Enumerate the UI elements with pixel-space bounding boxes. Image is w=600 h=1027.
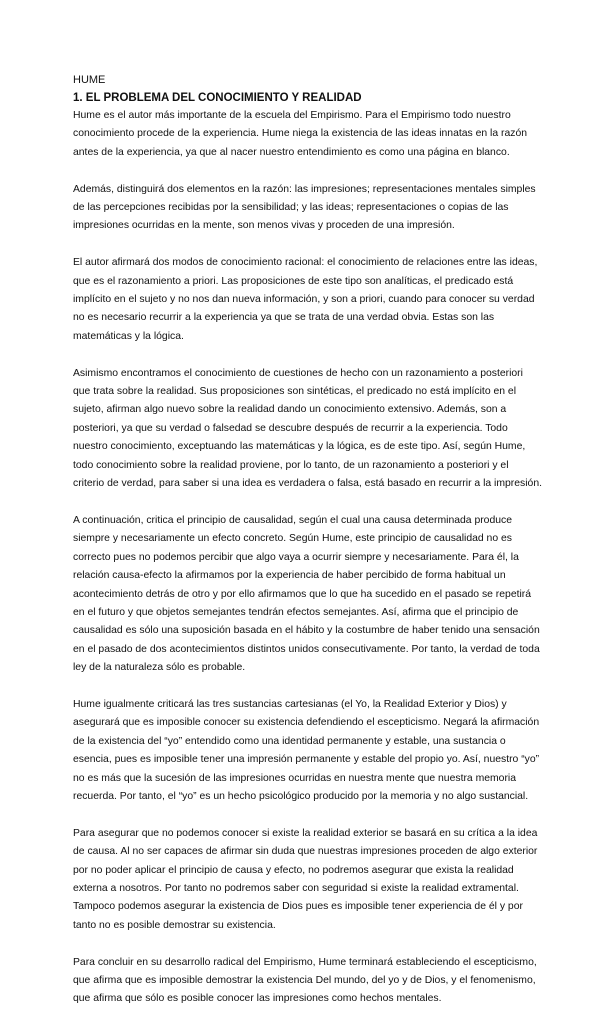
paragraph <box>73 365 553 494</box>
text-line: relación causa-efecto la afirmamos por la experiencia de haber percibido de forma habitual un <box>73 570 506 582</box>
text-line: de las percepciones recibidas por la sensibilidad; y las ideas; representaciones o copias de las <box>73 202 509 214</box>
text-line: que trata sobre la realidad. Sus proposiciones son sintéticas, el predicado no está implícito en el <box>73 386 517 398</box>
section-heading: 1. EL PROBLEMA DEL CONOCIMIENTO Y REALIDAD <box>73 92 362 104</box>
document-body <box>73 107 553 1009</box>
text-line: tanto no es posible demostrar su existencia. <box>73 919 276 931</box>
text-line: Además, distinguirá dos elementos en la razón: las impresiones; representaciones mentales simples <box>73 183 536 195</box>
paragraph <box>73 181 553 236</box>
paragraph <box>73 107 553 162</box>
paragraph <box>73 954 553 1009</box>
text-line: causalidad es sólo una suposición basada en el hábito y la costumbre de haber tenido una sensación <box>73 625 540 637</box>
text-line: El autor afirmará dos modos de conocimiento racional: el conocimiento de relaciones entre las ideas, <box>73 257 538 269</box>
text-line: que afirma que sólo es posible conocer las impresiones como hechos mentales. <box>73 993 442 1005</box>
text-line: sujeto, afirman algo nuevo sobre la realidad dando un conocimiento extensivo. Además, son a <box>73 404 507 416</box>
text-line: implícito en el sujeto y no nos dan nueva información, y son a priori, cuando para conocer su verdad <box>73 294 535 306</box>
text-line: antes de la experiencia, ya que al nacer nuestro entendimiento es como una página en blanco. <box>73 146 510 158</box>
text-line: Hume igualmente criticará las tres sustancias cartesianas (el Yo, la Realidad Exterior y Dios) y <box>73 698 507 710</box>
text-line: todo conocimiento sobre la realidad proviene, por lo tanto, de un razonamiento a posteriori y el <box>73 459 509 471</box>
text-line: no es necesario recurrir a la experiencia ya que se trata de una verdad obvia. Estas son las <box>73 312 495 324</box>
text-line: en el futuro y que objetos semejantes tendrán efectos semejantes. Así, afirma que el principio de <box>73 606 519 618</box>
text-line: externa a nosotros. Por tanto no podremos saber con seguridad si existe la realidad extramental. <box>73 882 519 894</box>
text-line: posteriori, ya que su verdad o falsedad se descubre después de recurrir a la experiencia. Todo <box>73 422 508 434</box>
text-line: criterio de verdad, para saber si una idea es verdadera o falsa, está basado en recurrir a la impresión. <box>73 478 542 490</box>
text-line: ley de la naturaleza sólo es probable. <box>73 662 246 674</box>
text-line: no es más que la sucesión de las impresiones ocurridas en nuestra mente que nuestra memoria <box>73 772 516 784</box>
text-line: conocimiento procede de la experiencia. Hume niega la existencia de las ideas innatas en la razón <box>73 128 528 140</box>
paragraph <box>73 696 553 806</box>
text-line: que afirma que es imposible demostrar la existencia Del mundo, del yo y de Dios, y el fenomenismo, <box>73 974 536 986</box>
text-line: recuerda. Por tanto, el “yo” es un hecho psicológico producido por la memoria y no algo sustancial. <box>73 790 529 802</box>
text-line: correcto pues no podemos percibir que algo vaya a ocurrir siempre y necesariamente. Para él, la <box>73 551 519 563</box>
document-page <box>73 72 553 1027</box>
text-line: asegurará que es imposible conocer su existencia defendiendo el escepticismo. Negará la afirmación <box>73 717 540 729</box>
paragraph <box>73 825 553 935</box>
text-line: de la existencia del “yo” entendido como una identidad permanente y estable, una sustancia o <box>73 735 506 747</box>
text-line: impresiones ocurridas en la mente, son menos vivas y proceden de una impresión. <box>73 220 455 232</box>
text-line: A continuación, critica el principio de causalidad, según el cual una causa determinada produce <box>73 514 512 526</box>
text-line: Hume es el autor más importante de la escuela del Empirismo. Para el Empirismo todo nuestro <box>73 110 511 121</box>
text-line: matemáticas y la lógica. <box>73 330 184 342</box>
text-line: acontecimiento detrás de otro y por ello afirmamos que lo que ha sucedido en el pasado se repetirá <box>73 588 532 600</box>
text-line: Asimismo encontramos el conocimiento de cuestiones de hecho con un razonamiento a posteriori <box>73 367 523 379</box>
text-line: que es el razonamiento a priori. Las proposiciones de este tipo son analíticas, el predicado está <box>73 275 514 287</box>
text-line: Tampoco podemos asegurar la existencia de Dios pues es imposible tener experiencia de él y por <box>73 901 523 913</box>
text-line: en el pasado de dos acontecimientos distintos unidos consecutivamente. Por tanto, la verdad de toda <box>73 643 540 655</box>
text-line: de causa. Al no ser capaces de afirmar sin duda que nuestras impresiones proceden de algo exterior <box>73 846 538 858</box>
text-line: por no poder aplicar el principio de causa y efecto, no podremos asegurar que exista la realidad <box>73 864 514 876</box>
text-line: Para asegurar que no podemos conocer si existe la realidad exterior se basará en su crítica a la idea <box>73 827 538 839</box>
text-line: siempre y necesariamente un efecto concreto. Según Hume, este principio de causalidad no es <box>73 533 512 545</box>
text-line: nuestro conocimiento, exceptuando las matemáticas y la lógica, es de este tipo. Así, según Hume, <box>73 441 526 453</box>
text-line: esencia, pues es imposible tener una impresión permanente y estable del propio yo. Así, nuestro “yo” <box>73 754 540 766</box>
paragraph <box>73 254 553 346</box>
paragraph <box>73 512 553 678</box>
text-line: Para concluir en su desarrollo radical del Empirismo, Hume terminará estableciendo el escepticismo, <box>73 956 537 968</box>
document-title: HUME <box>73 74 106 86</box>
